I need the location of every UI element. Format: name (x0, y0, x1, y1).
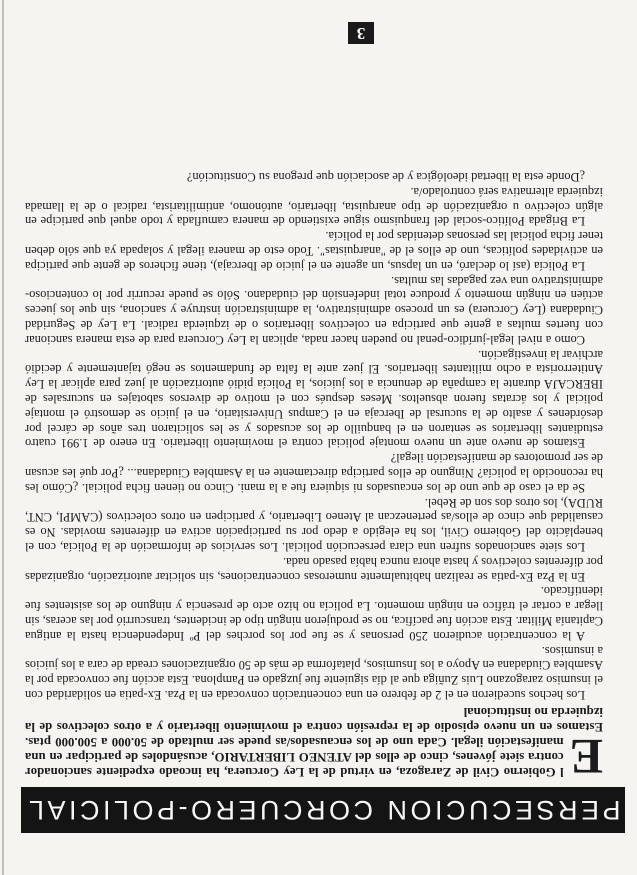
paragraph-5: Se da el caso de que uno de los encausados ni siquiera fue a la mani. Cinco no tienen ficha policial. ¿Cómo les ha reconocido la policía? Ninguno de ellos participa directamente en la Asamblea Ciudadana... ¿Por qué les acusan de ser promotores de manifestación ilegal? (25, 451, 603, 495)
lead-paragraph (25, 704, 603, 785)
paragraph-10: ¿Donde esta la libertad ideológica y de asociación que pregona su Constitución? (186, 170, 585, 185)
article-body (25, 169, 603, 785)
article-title: PERSECUCION CORCUERO-POLICIAL (25, 795, 621, 826)
paragraph-9: La Brigada Político-social del franquismo sigue existiendo de manera camuflada y todo aquel que participe en algún colectivo u organización de tipo anarquista, libertario, autónomo, antimilitarista, radical o de la llamada izquierda alternativa será controlado/a. (25, 184, 603, 229)
page-number-box (348, 22, 374, 44)
paragraph-4: Los siete sancionados sufren una clara persecución policial. Los servicios de información de la Policía, con el beneplácito del Gobierno Civil, los ha elegido a dedo por su participación activa en diferentes movidas. No es casualidad que cinco de ellos/as pertenezcan al Ateneo Libertario, y participen en otros colectivos (CAMPI, CNT, RUDA), los otros dos son de Rebel. (25, 495, 603, 555)
paragraph-8: La Policía (así lo declaró, en un lapsus, un agente en el juicio de Ibercaja), tiene ficheros de gente que participa en actividades políticas, uno de ellos el de "anarquistas". Todo esto de manera ilegal y solapada ya que sólo deben tener ficha policial las personas detenidas por la policía. (25, 229, 603, 273)
drop-cap-letter: E (569, 729, 603, 785)
paragraph-6: Estamos de nuevo ante un nuevo montaje policial contra el movimiento libertario. En enero de 1.991 cuatro estudiantes libertarios se sentaron en el banquillo de los acusados y se les solicitaron tres años de cárcel por desórdenes y asalto de la sucursal de Ibercaja en el Campus Universitario, en el juicio se demostró el montaje policial y los ácratas fueron absueltos. Meses después con el motivo de diversos sabotajes en sucursales de IBERCAJA durante la campaña de denuncia a los juicios, la Policía pidió autorización al juez para aplicar la Ley Antiterrorista a ocho militantes libertarios. El juez ante la falta de fundamentos se negó tajantemente y decidió archivar la investigación. (25, 347, 603, 451)
lead-text: l Gobierno Civil de Zaragoza, en virtud de la Ley Corcuera, ha incoado expediente sancionador contra siete jóvenes, cinco de ellos del ATENEO LIBERTARIO, acusándoles de participar en una manifestación ilegal. Cada uno de los encausados/as puede ser multado de 50.000 a 500.000 ptas. Estamos en un nuevo episodio de la represión contra el movimiento libertario y a otros colectivos de la izquierda no institucional (25, 705, 603, 779)
page-number: 3 (356, 24, 366, 43)
article-header-banner (21, 787, 625, 833)
paragraph-2: A la concentración acudieron 250 personas y se fue por los porches del Pº Independencia hasta la antigua Capitanía Militar. Esta acción fue pacífica, no se produjeron ningún tipo de incidentes, transcurrió por las aceras, sin llegar a cortar el tráfico en ningún momento. La policía no hizo acto de presencia y ninguno de los asistentes fue identificado. (25, 584, 603, 643)
paragraph-3: En la Pza Ex-patia se realizan habitualmente numerosas concentraciones, sin solicitar autorización, organizadas por diferentes colectivos y hasta ahora nunca había pasado nada. (25, 554, 603, 584)
paragraph-7: Como a nivel legal-jurídico-penal no pueden hacer nada, aplican la Ley Corcuera para de esta manera sancionar con fuertes multas a gente que participa en colectivos libertarios o de izquierda radical. La Ley de Seguridad Ciudadana (Ley Corcuera) es un proceso administrativo, la administración instruye y sanciona, sin que los jueces actúen en ningún momento y produce total indefensión del ciudadano. Sólo se puede recurrir por lo contencioso-administrativo una vez pagadas las multas. (25, 273, 603, 347)
paragraph-1: Los hechos sucedieron en el 2 de febrero en una concentración convocada en la Pza. Ex-patia en solidaridad con el insumiso zaragozano Luis Zuñiga que al día siguiente fue juzgado en Pamplona. Esta acción fue convocada por la Asamblea Ciudadana en Apoyo a los Insumisos, plataforma de más de 50 organizaciones creada de cara a los juicios a insumisos. (25, 643, 603, 702)
